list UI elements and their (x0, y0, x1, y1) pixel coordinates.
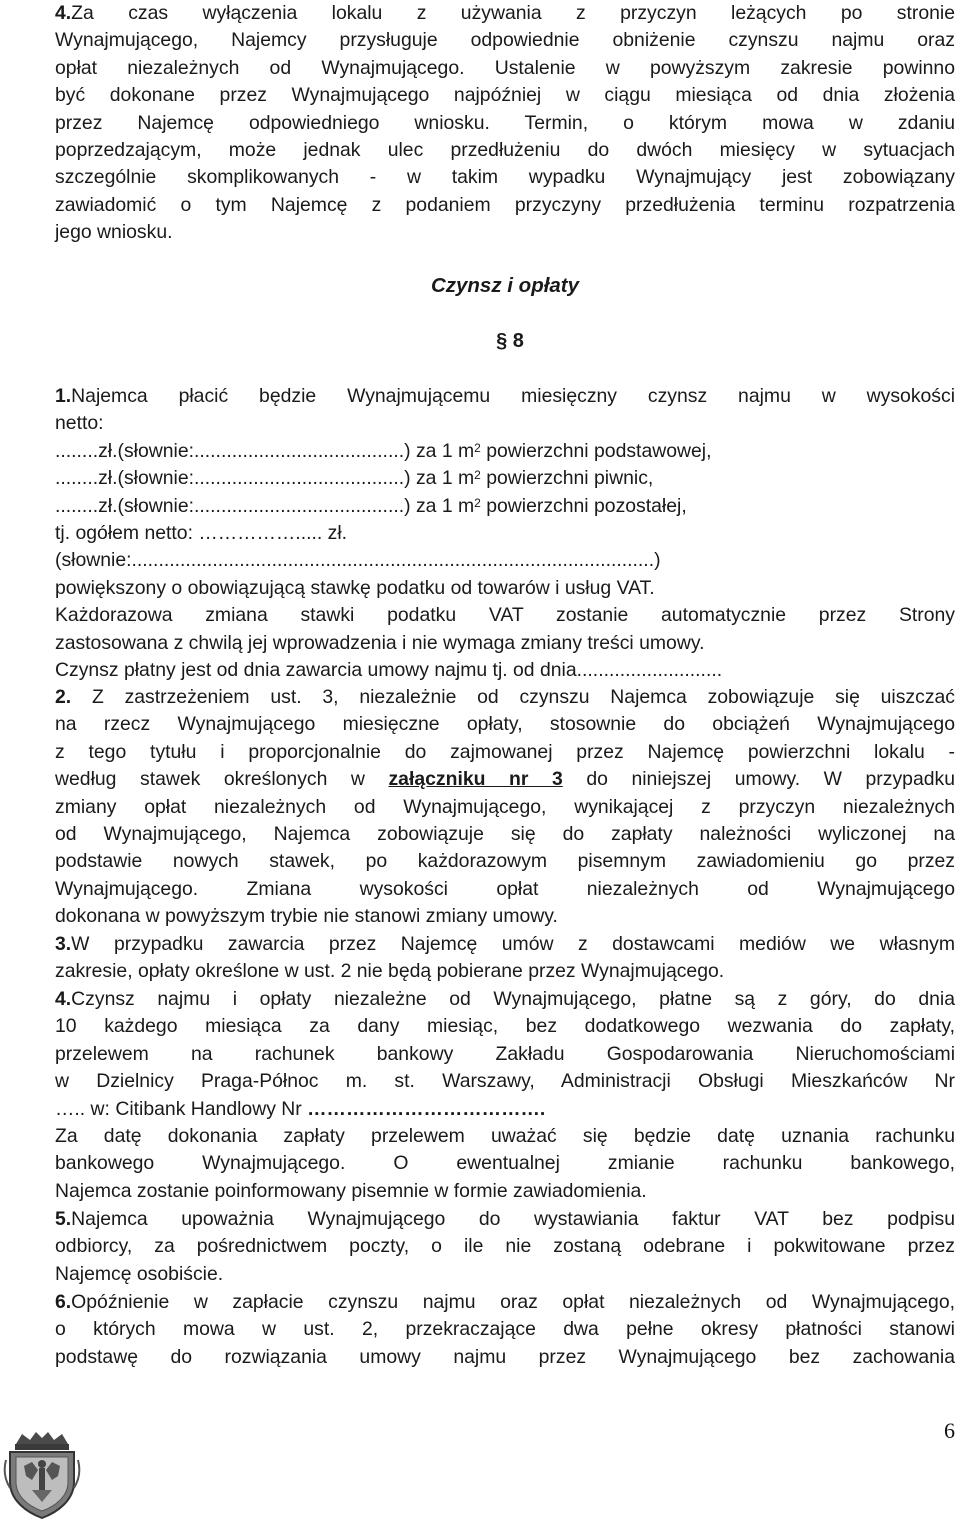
rent-total-words: (słownie:.................................................................................................) (55, 549, 661, 572)
paragraph-4-intro: 4.Za czas wyłączenia lokalu z używania z przyczyn leżących po stronie Wynajmującego, Najemcy przysługuje odpowiednie obniżenie czynszu najmu oraz opłat niezależnych od Wynajmującego. Ustalenie w powyższym zakresie powinno być dokonane przez Wynajmującego najpóźniej w ciągu miesiąca od dnia złożenia przez Najemcę odpowiedniego wniosku. Termin, o którym mowa w zdaniu poprzedzającym, może jednak ulec przedłużeniu do dwóch miesięcy w sytuacjach szczególnie skomplikowanych - w takim wypadku Wynajmujący jest zobowiązany zawiadomić o tym Najemcę z podaniem przyczyny przedłużenia terminu rozpatrzenia jego wniosku. (55, 2, 955, 244)
paragraph-4: 4.Czynsz najmu i opłaty niezależne od Wynajmującego, płatne są z góry, do dnia 10 każdego miesiąca za dany miesiąc, bez dodatkowego wezwania do zapłaty, przelewem na rachunek bankowy Zakładu Gospodarowania Nieruchomościami w Dzielnicy Praga-Północ m. st. Warszawy, Administracji Obsługi Mieszkańców Nr ….. w: Citibank Handlowy Nr ………………………………. Za datę dokonania zapłaty przelewem uważać się będzie datę uznania rachunku bankowego Wynajmującego. O ewentualnej zmianie rachunku bankowego, Najemca zostanie poinformowany pisemnie w formie zawiadomienia. (55, 988, 955, 1202)
paragraph-2: 2. Z zastrzeżeniem ust. 3, niezależnie od czynszu Najemca zobowiązuje się uiszczać na rzecz Wynajmującego miesięczne opłaty, stosownie do obciążeń Wynajmującego z tego tytułu i proporcjonalnie do zajmowanej przez Najemcę powierzchni lokalu - według stawek określonych w załączniku nr 3 do niniejszej umowy. W przypadku zmiany opłat niezależnych od Wynajmującego, wynikającej z przyczyn niezależnych od Wynajmującego, Najemca zobowiązuje się do zapłaty należności wyliczonej na podstawie nowych stawek, po każdorazowym pisemnym zawiadomieniu go przez Wynajmującego. Zmiana wysokości opłat niezależnych od Wynajmującego dokonana w powyższym trybie nie stanowi zmiany umowy. (55, 686, 955, 928)
paragraph-number: 4. (55, 2, 72, 24)
paragraph-3: 3.W przypadku zawarcia przez Najemcę umów z dostawcami mediów we własnym zakresie, opłaty określone w ust. 2 nie będą pobierane przez Wynajmującego. (55, 933, 955, 983)
paragraph-number: 4. (55, 988, 72, 1010)
page-number: 6 (944, 1418, 955, 1443)
paragraph-number: 1. (55, 385, 72, 407)
section-number: § 8 (496, 330, 524, 352)
paragraph-number: 6. (55, 1291, 72, 1313)
rent-row-other: ........zł.(słownie:.......................................) za 1 $m^2$ powierzchni pozostałej, (55, 494, 687, 517)
paragraph-number: 5. (55, 1208, 72, 1230)
paragraph-1: 1.Najemca płacić będzie Wynajmującemu miesięczny czynsz najmu w wysokości netto: ........zł.(słownie:.......................................) za 1 $m^2$ powierzchni podstawowej, ........zł.(słownie:.......................................) za 1 $m^2$ powierzchni piwnic, ........zł.(słownie:.......................................) za 1 $m^2$ powierzchni pozostałej, tj. ogółem netto: ……………..... zł. (słownie:.................................................................................................) powiększony o obowiązującą stawkę podatku od towarów i usług VAT. Każdorazowa zmiana stawki podatku VAT zostanie automatycznie przez Strony zastosowana z chwilą jej wprowadzenia i nie wymaga zmiany treści umowy. Czynsz płatny jest od dnia zawarcia umowy najmu tj. od dnia........................... (55, 385, 955, 682)
attachment-reference: załączniku nr 3 (388, 768, 563, 791)
section-heading: Czynsz i opłaty (430, 274, 580, 297)
rent-row-basic: ........zł.(słownie:.......................................) za 1 $m^2$ powierzchni podstawowej, (55, 439, 712, 462)
paragraph-number: 2. (55, 686, 72, 708)
paragraph-6: 6.Opóźnienie w zapłacie czynszu najmu oraz opłat niezależnych od Wynajmującego, o których mowa w ust. 2, przekraczające dwa pełne okresy płatności stanowi podstawę do rozwiązania umowy najmu przez Wynajmującego bez zachowania (55, 1291, 955, 1368)
paragraph-number: 3. (55, 933, 72, 955)
rent-total: tj. ogółem netto: ……………..... zł. (55, 522, 348, 545)
account-number-blank: ………………………………. (307, 1097, 546, 1120)
city-coat-of-arms-icon (2, 1430, 82, 1520)
paragraph-5: 5.Najemca upoważnia Wynajmującego do wystawiania faktur VAT bez podpisu odbiorcy, za pośrednictwem poczty, o ile nie zostaną odebrane i pokwitowane przez Najemcę osobiście. (55, 1208, 955, 1285)
rent-row-basement: ........zł.(słownie:.......................................) za 1 $m^2$ powierzchni piwnic, (55, 467, 654, 490)
